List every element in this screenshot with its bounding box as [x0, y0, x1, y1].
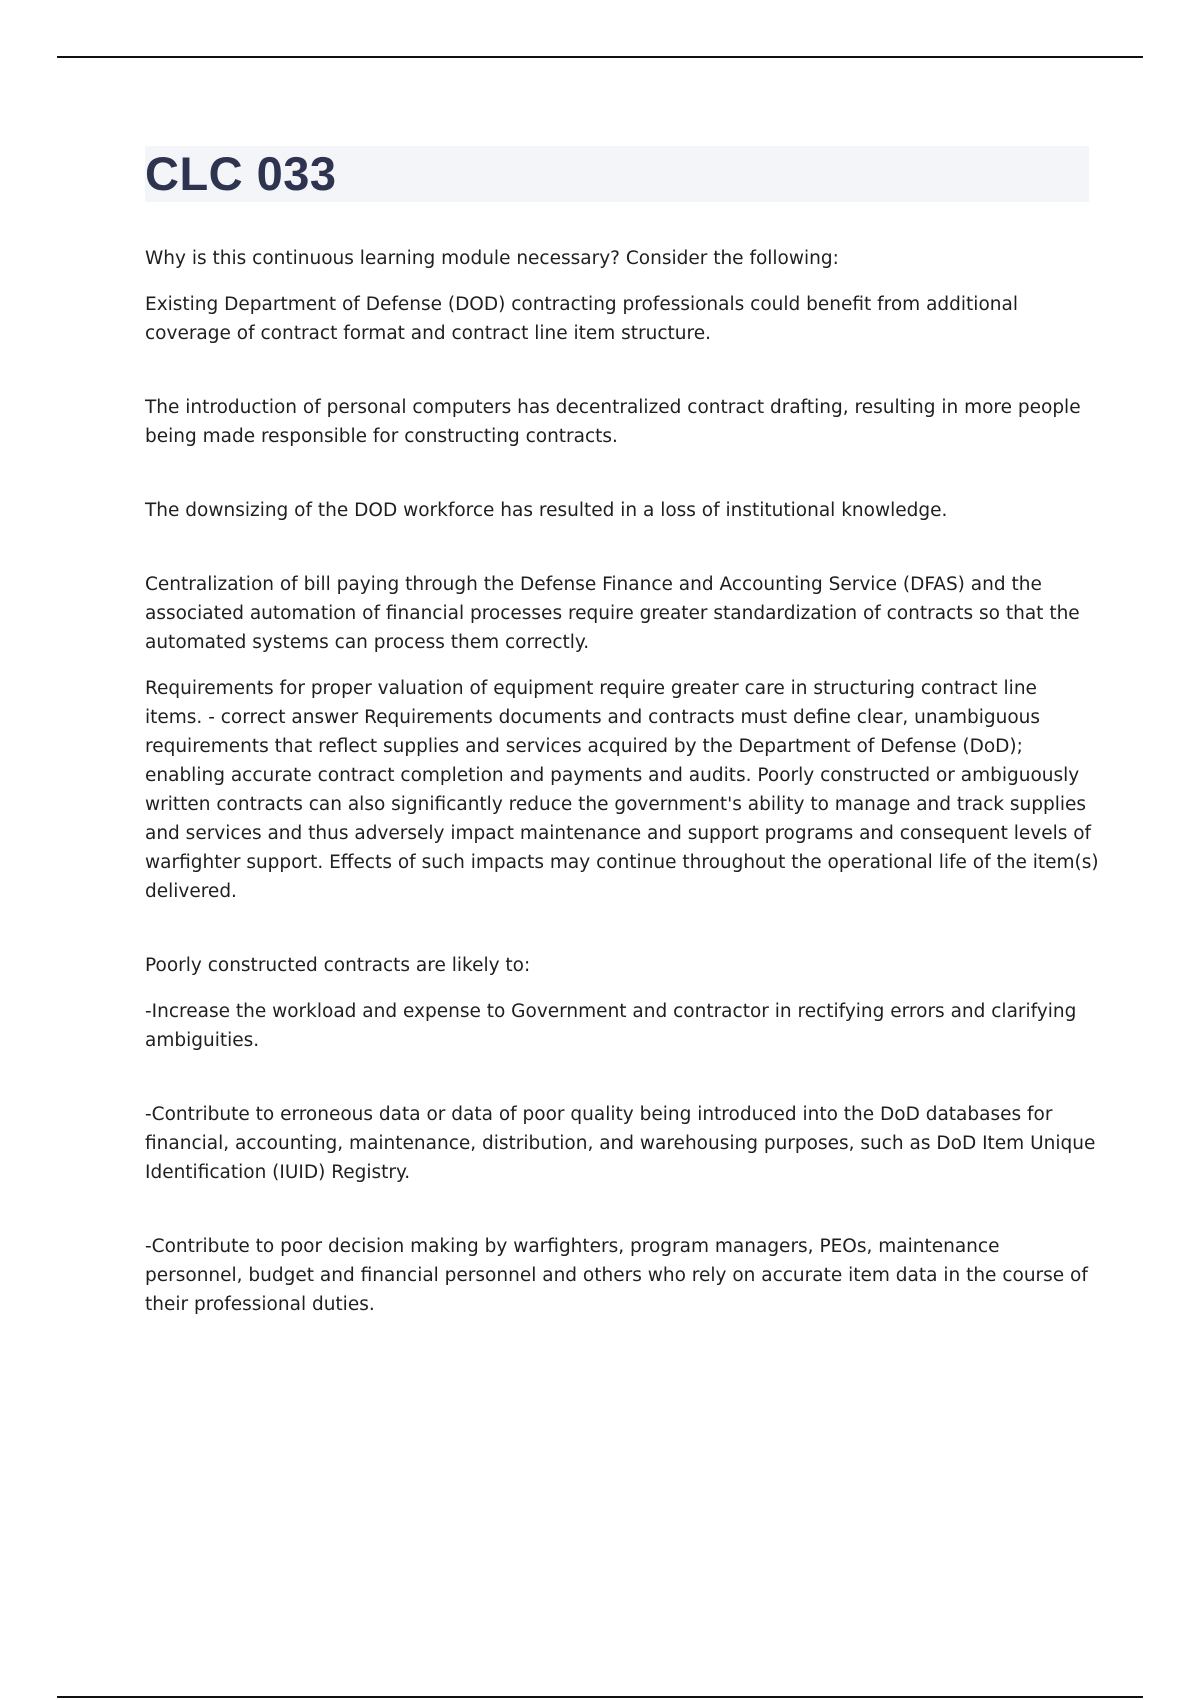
document-title: CLC 033	[145, 147, 337, 200]
paragraph-poorly-constructed: Poorly constructed contracts are likely to:	[145, 955, 531, 976]
paragraph-centralization: Centralization of bill paying through the Defense Finance and Accounting Service (DFAS) and the associated automation of financial processes require greater standardization of contracts so that the automated systems can process them correctly.	[145, 574, 1080, 653]
list-item-erroneous-data: -Contribute to erroneous data or data of poor quality being introduced into the DoD databases for financial, accounting, maintenance, distribution, and warehousing purposes, such as DoD Item Unique Identification (IUID) Registry.	[145, 1104, 1096, 1183]
list-item-increase-workload: -Increase the workload and expense to Government and contractor in rectifying errors and clarifying ambiguities.	[145, 1001, 1077, 1051]
paragraph-requirements-answer: Requirements for proper valuation of equipment require greater care in structuring contract line items. - correct answer Requirements documents and contracts must define clear, unambiguous requirements that reflect supplies and services acquired by the Department of Defense (DoD); enabling accurate contract completion and payments and audits. Poorly constructed or ambiguously written contracts can also significantly reduce the government's ability to manage and track supplies and services and thus adversely impact maintenance and support programs and consequent levels of warfighter support. Effects of such impacts may continue throughout the operational life of the item(s) delivered.	[145, 678, 1099, 902]
intro-paragraph: Why is this continuous learning module necessary? Consider the following:	[145, 248, 839, 269]
top-divider	[57, 56, 1143, 58]
bottom-divider	[57, 1696, 1143, 1698]
paragraph-existing-professionals: Existing Department of Defense (DOD) contracting professionals could benefit from additional coverage of contract format and contract line item structure.	[145, 294, 1018, 344]
document-body	[145, 244, 1100, 1319]
paragraph-personal-computers: The introduction of personal computers has decentralized contract drafting, resulting in more people being made responsible for constructing contracts.	[145, 397, 1081, 447]
list-item-poor-decisions: -Contribute to poor decision making by warfighters, program managers, PEOs, maintenance personnel, budget and financial personnel and others who rely on accurate item data in the course of their professional duties.	[145, 1236, 1088, 1315]
paragraph-downsizing: The downsizing of the DOD workforce has resulted in a loss of institutional knowledge.	[145, 500, 948, 521]
